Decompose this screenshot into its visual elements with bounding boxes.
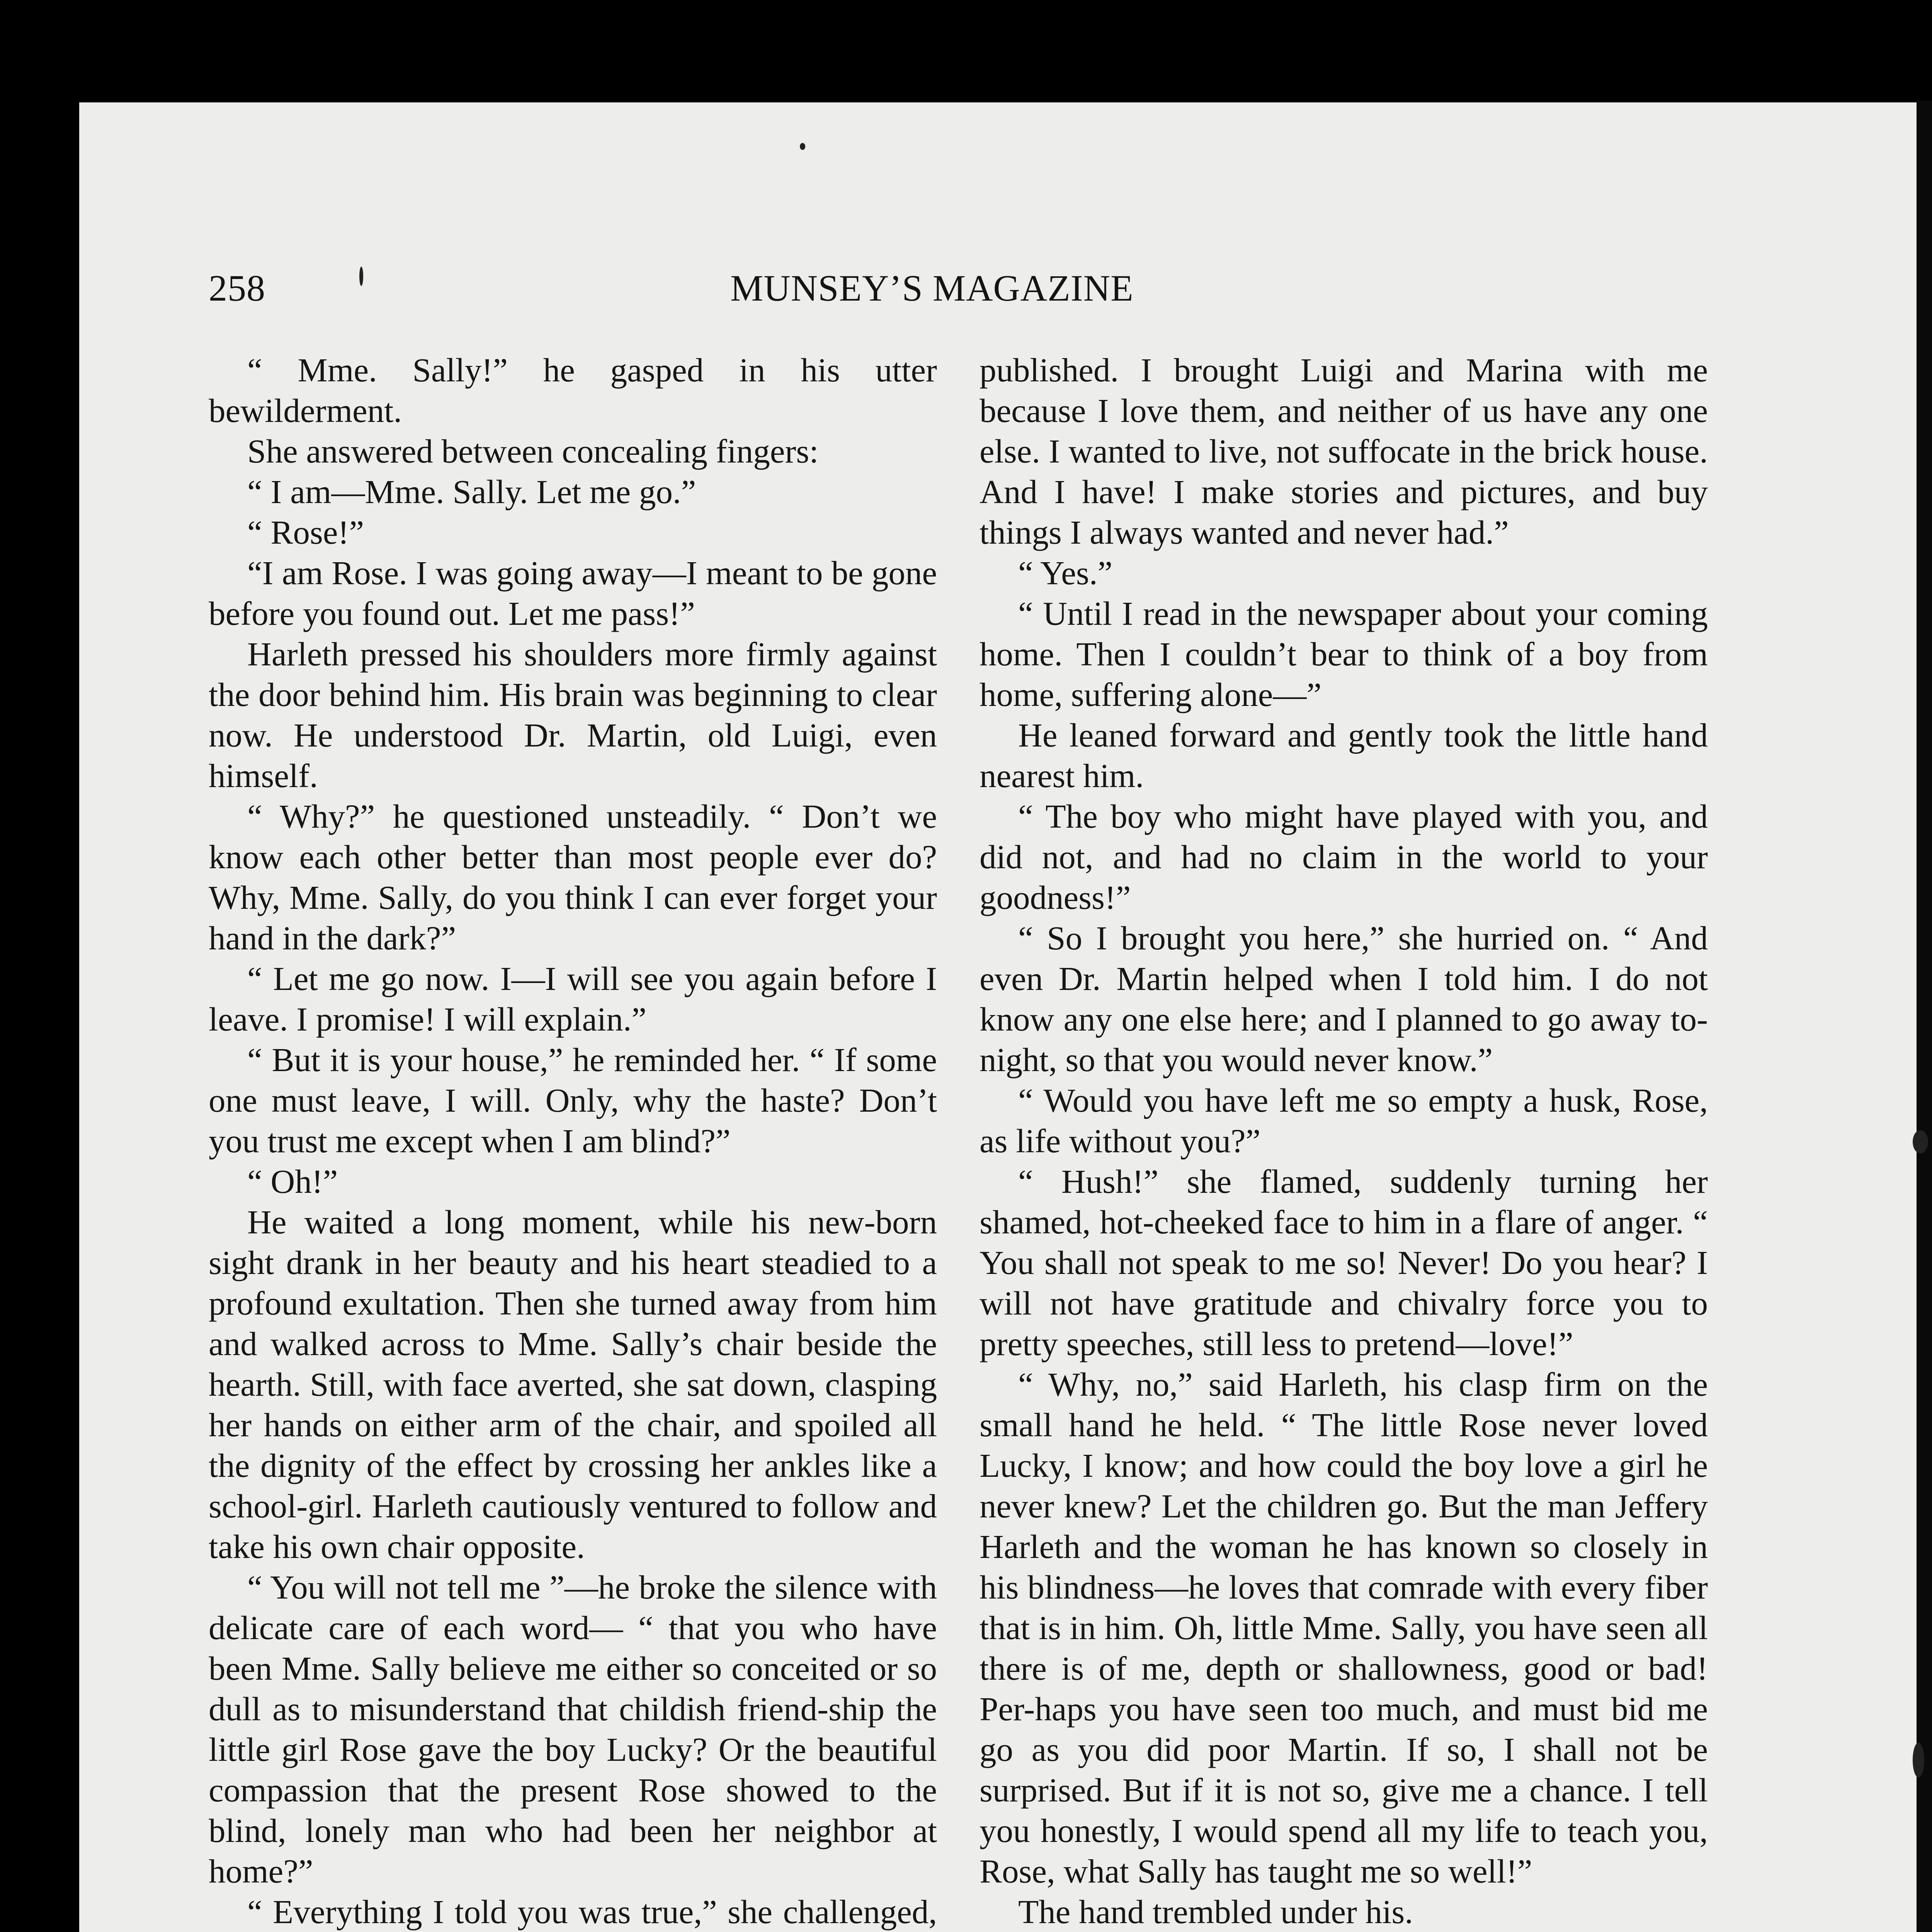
paragraph: He leaned forward and gently took the little hand nearest him. [980,716,1708,794]
paragraph: “ Until I read in the newspaper about your coming home. Then I couldn’t bear to think of a boy from home, suffering alone—” [980,595,1708,713]
page-number: 258 [209,267,265,309]
paragraph: She answered between concealing fingers: [247,432,819,470]
scan-speck [1913,1743,1924,1777]
magazine-title: MUNSEY’S MAGAZINE [730,267,1134,309]
paragraph: “ You will not tell me ”—he broke the silence with delicate care of each word— “ that you who have been Mme. Sally believe me either so conceited or so dull as to misunderstand that childish friend-ship the little girl Rose gave the boy Lucky? Or the beautiful compassion that the present Rose showed to the blind, lonely man who had been her neighbor at home?” [209,1568,937,1890]
paragraph: “ Everything I told you was true,” she challenged, [247,1893,937,1930]
paragraph: “ Let me go now. I—I will see you again before I leave. I promise! I will explain.” [209,960,937,1038]
scan-speck [359,267,363,286]
paragraph: published. I brought Luigi and Marina with me because I love them, and neither of us have any one else. I wanted to live, not suffocate in the brick house. And I have! I make stories and pictures, and buy things I always wanted and never had.” [980,351,1708,551]
paragraph: “ But it is your house,” he reminded her. “ If some one must leave, I will. Only, why the haste? Don’t you trust me except when I am blind?” [209,1041,937,1160]
paragraph: He waited a long moment, while his new-born sight drank in her beauty and his heart steadied to a profound exultation. Then she turned away from him and walked across to Mme. Sally’s chair beside the hearth. Still, with face averted, she sat down, clasping her hands on either arm of the chair, and spoiled all the dignity of the effect by crossing her ankles like a school-girl. Harleth cautiously ventured to follow and take his own chair opposite. [209,1203,937,1565]
paragraph: “ Why?” he questioned unsteadily. “ Don’t we know each other better than most people ever do? Why, Mme. Sally, do you think I can ever forget your hand in the dark?” [209,798,937,957]
paragraph: “ So I brought you here,” she hurried on. “ And even Dr. Martin helped when I told him. I do not know any one else here; and I planned to go away to-night, so that you would never know.” [980,919,1708,1078]
paragraph: The hand trembled under his. [1018,1893,1413,1930]
paragraph: “ Hush!” she flamed, suddenly turning her shamed, hot-cheeked face to him in a flare of anger. “ You shall not speak to me so! Never! Do you hear? I will not have gratitude and chivalry force you to pretty speeches, still less to pretend—love!” [980,1163,1708,1362]
paragraph: “ Would you have left me so empty a husk, Rose, as life without you?” [980,1082,1708,1160]
paragraph: “I am Rose. I was going away—I meant to be gone before you found out. Let me pass!” [209,554,937,632]
paragraph: Harleth pressed his shoulders more firmly against the door behind him. His brain was beginning to clear now. He understood Dr. Martin, old Luigi, even himself. [209,635,937,794]
paragraph: “ Rose!” [247,514,364,551]
paragraph: “ Oh!” [247,1163,338,1200]
right-column [980,350,1708,1932]
scan-speck [800,143,805,150]
paragraph: “ I am—Mme. Sally. Let me go.” [247,473,696,510]
paragraph: “ Yes.” [1018,554,1113,592]
paragraph: “ Why, no,” said Harleth, his clasp firm on the small hand he held. “ The little Rose never loved Lucky, I know; and how could the boy love a girl he never knew? Let the children go. But the man Jeffery Harleth and the woman he has known so closely in his blindness—he loves that comrade with every fiber that is in him. Oh, little Mme. Sally, you have seen all there is of me, depth or shallowness, good or bad! Per-haps you have seen too much, and must bid me go as you did poor Martin. If so, I shall not be surprised. But if it is not so, give me a chance. I tell you honestly, I would spend all my life to teach you, Rose, what Sally has taught me so well!” [980,1366,1708,1890]
paragraph: “ Mme. Sally!” he gasped in his utter bewilderment. [209,351,937,429]
paragraph: “ The boy who might have played with you, and did not, and had no claim in the world to your goodness!” [980,798,1708,916]
left-column [209,350,937,1932]
scan-speck [1913,1130,1928,1153]
page-gutter [1917,100,1932,1932]
